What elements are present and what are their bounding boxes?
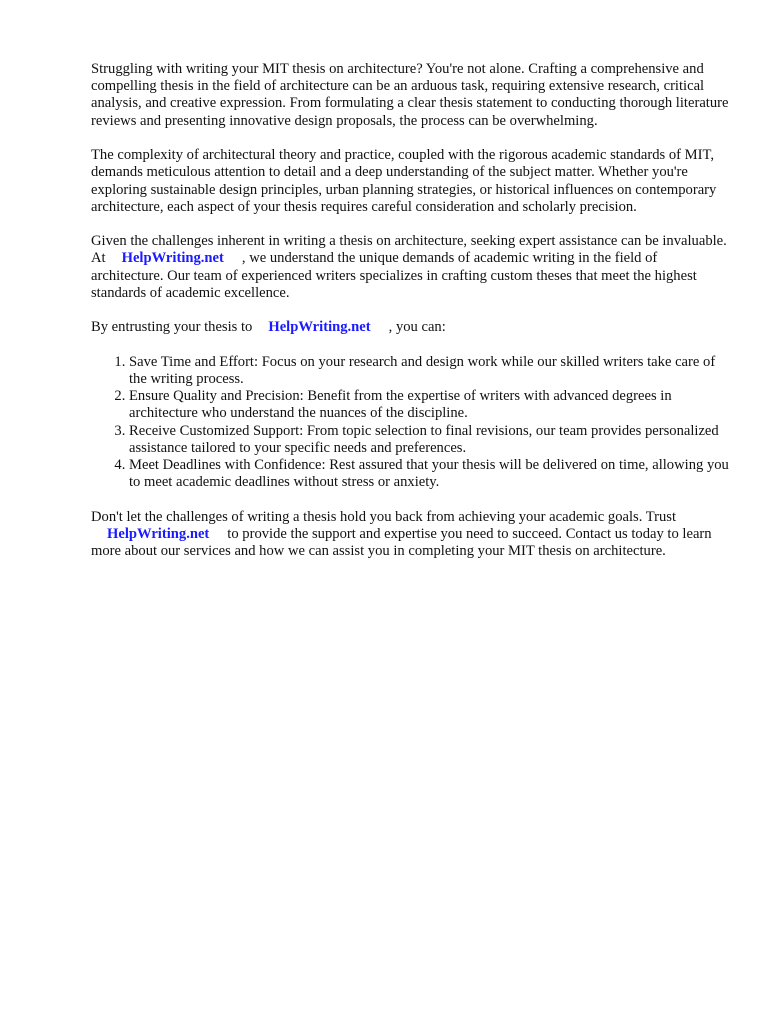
- closing-text-before: Don't let the challenges of writing a thesis hold you back from achieving your academic goals. Trust: [91, 508, 677, 525]
- benefits-list: [91, 354, 731, 492]
- document-page: [91, 61, 731, 578]
- assistance-paragraph: [91, 233, 731, 302]
- closing-text-after: to provide the support and expertise you need to succeed. Contact us today to learn more about our services and how we can assist you in completing your MIT thesis on architecture.: [91, 525, 712, 560]
- assistance-text-before: Given the challenges inherent in writing a thesis on architecture, seeking expert assistance can be invaluable. At: [91, 233, 727, 267]
- entrust-paragraph: [91, 319, 731, 336]
- list-item: 4. Meet Deadlines with Confidence: Rest assured that your thesis will be delivered on time, allowing you to meet academic deadlines without stress or anxiety.: [129, 457, 731, 491]
- entrust-text-before: By entrusting your thesis to: [91, 319, 253, 336]
- helpwriting-link-2[interactable]: HelpWriting.net: [268, 319, 371, 336]
- entrust-text-after: , you can:: [388, 319, 446, 336]
- intro-paragraph: Struggling with writing your MIT thesis on architecture? You're not alone. Crafting a comprehensive and compelling thesis in the field of architecture can be an arduous task, requiring extensive research, critical analysis, and creative expression. From formulating a clear thesis statement to conducting thorough literature reviews and presenting innovative design proposals, the process can be overwhelming.: [91, 61, 729, 129]
- helpwriting-link-1[interactable]: HelpWriting.net: [121, 250, 224, 267]
- helpwriting-link-3[interactable]: HelpWriting.net: [107, 525, 210, 542]
- assistance-text-after: , we understand the unique demands of academic writing in the field of architecture. Our team of experienced writers specializes in crafting custom theses that meet the highest standards of academic excellence.: [91, 250, 697, 301]
- closing-paragraph: [91, 509, 731, 561]
- complexity-paragraph: The complexity of architectural theory and practice, coupled with the rigorous academic standards of MIT, demands meticulous attention to detail and a deep understanding of the subject matter. Whether you're exploring sustainable design principles, urban planning strategies, or historical influences on contemporary architecture, each aspect of your thesis requires careful consideration and scholarly precision.: [91, 147, 717, 215]
- list-item: 3. Receive Customized Support: From topic selection to final revisions, our team provides personalized assistance tailored to your specific needs and preferences.: [129, 423, 731, 457]
- list-item: 2. Ensure Quality and Precision: Benefit from the expertise of writers with advanced degrees in architecture who understand the nuances of the discipline.: [129, 388, 731, 422]
- list-item: 1. Save Time and Effort: Focus on your research and design work while our skilled writers take care of the writing process.: [129, 354, 731, 388]
